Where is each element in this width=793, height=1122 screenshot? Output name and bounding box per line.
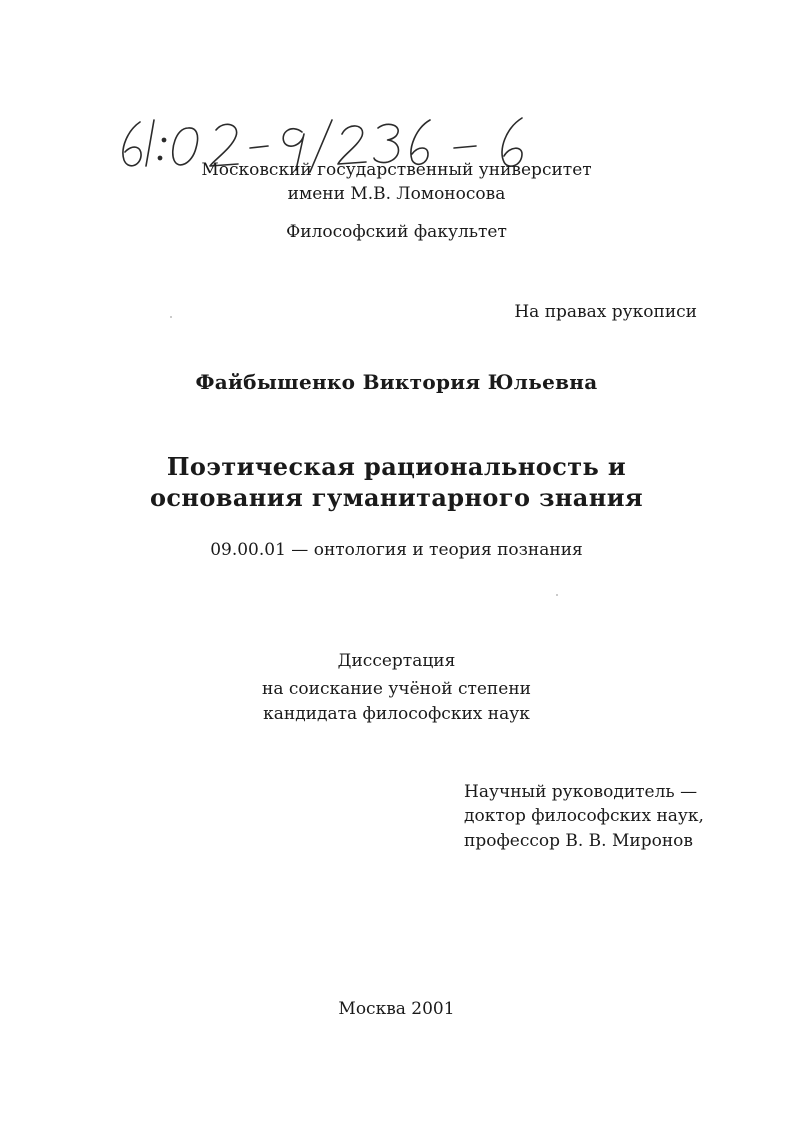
supervisor-degree: доктор философских наук, (464, 806, 704, 826)
dissertation-title-line-1: Поэтическая рациональность и (166, 452, 627, 481)
supervisor-label: Научный руководитель — (464, 782, 698, 802)
specialty-code: 09.00.01 — онтология и теория познания (210, 540, 583, 560)
author-name: Файбышенко Виктория Юльевна (195, 370, 598, 394)
supervisor-name: профессор В. В. Миронов (464, 831, 693, 851)
dissertation-title-line-2: основания гуманитарного знания (149, 483, 644, 512)
degree-type: Диссертация (337, 651, 456, 671)
university-name: Московский государственный университет (201, 160, 592, 180)
rights-note: На правах рукописи (514, 302, 697, 322)
faculty-name: Философский факультет (286, 222, 507, 242)
scan-speck (170, 316, 172, 318)
university-honorific: имени М.В. Ломоносова (287, 184, 506, 204)
place-and-year: Москва 2001 (338, 999, 455, 1019)
degree-field: кандидата философских наук (263, 704, 530, 724)
scan-speck (556, 594, 558, 596)
degree-purpose: на соискание учёной степени (261, 679, 531, 699)
